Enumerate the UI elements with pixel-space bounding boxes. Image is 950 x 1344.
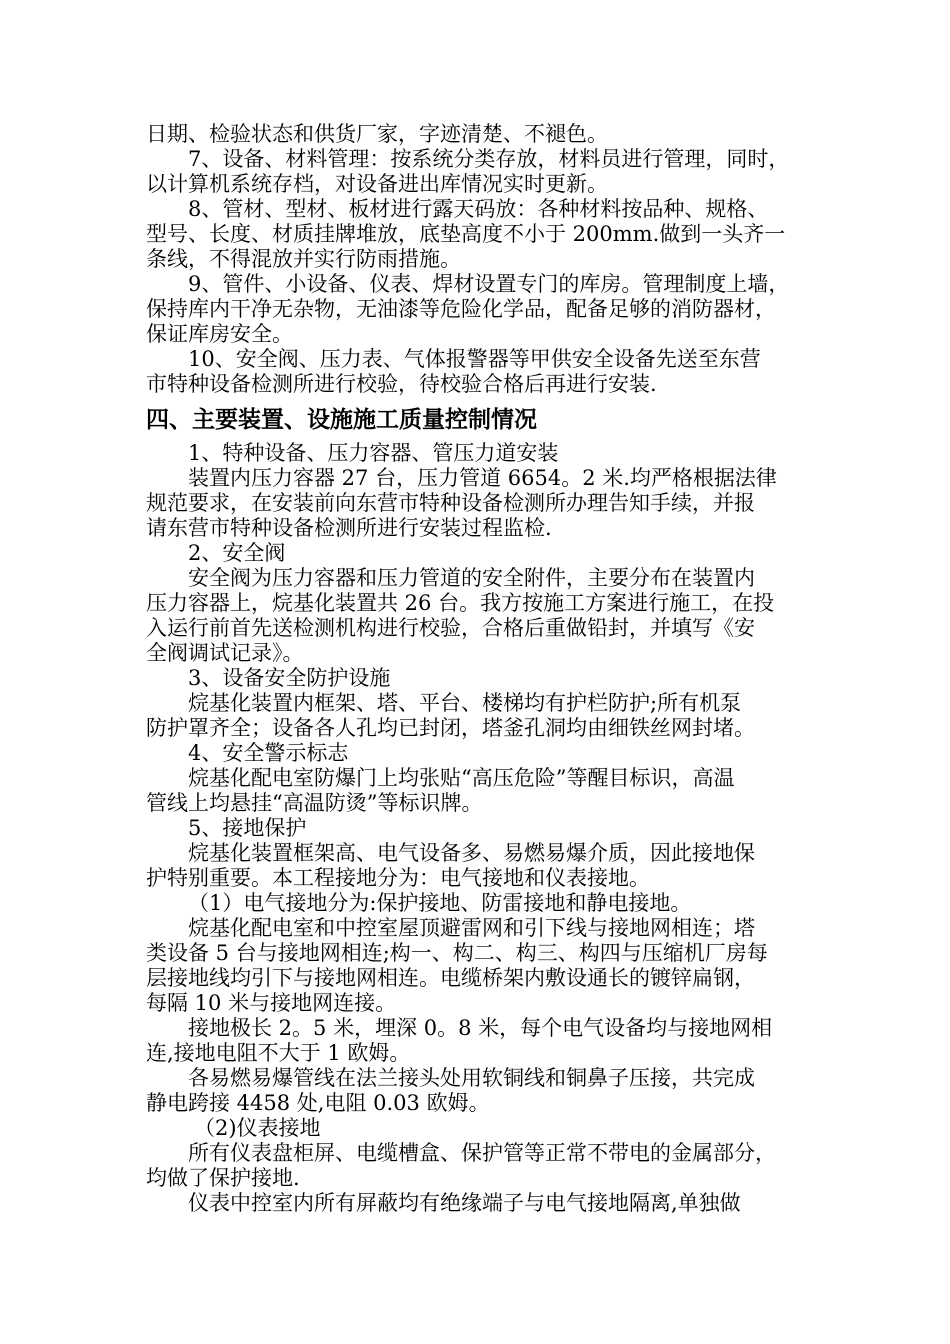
text-line: 烷基化装置内框架、塔、平台、楼梯均有护栏防护;所有机泵 — [188, 691, 742, 715]
text-line: 4、安全警示标志 — [188, 741, 349, 765]
text-line: 全阀调试记录》。 — [146, 641, 304, 665]
text-line: 护特别重要。本工程接地分为：电气接地和仪表接地。 — [146, 866, 650, 890]
text-line: 8、管材、型材、板材进行露天码放：各种材料按品种、规格、 — [188, 197, 769, 221]
text-line: （1）电气接地分为:保护接地、防雷接地和静电接地。 — [188, 891, 692, 915]
text-line: 烷基化配电室防爆门上均张贴“高压危险”等醒目标识，高温 — [188, 766, 735, 790]
text-line: 防护罩齐全；设备各人孔均已封闭，塔釜孔洞均由细铁丝网封堵。 — [146, 716, 755, 740]
text-line: 型号、长度、材质挂牌堆放，底垫高度不小于 200mm.做到一头齐一 — [146, 222, 786, 246]
text-line: 10、安全阀、压力表、气体报警器等甲供安全设备先送至东营 — [188, 347, 761, 371]
text-line: 7、设备、材料管理：按系统分类存放，材料员进行管理，同时， — [188, 147, 790, 171]
text-line: 类设备 5 台与接地网相连;构一、构二、构三、构四与压缩机厂房每 — [146, 941, 768, 965]
text-line: 仪表中控室内所有屏蔽均有绝缘端子与电气接地隔离,单独做 — [188, 1191, 741, 1215]
text-line: （2)仪表接地 — [194, 1116, 321, 1140]
text-line: 条线，不得混放并实行防雨措施。 — [146, 247, 461, 271]
text-line: 市特种设备检测所进行校验，待校验合格后再进行安装. — [146, 372, 657, 396]
text-line: 安全阀为压力容器和压力管道的安全附件，主要分布在装置内 — [188, 566, 755, 590]
text-line: 装置内压力容器 27 台，压力管道 6654。2 米.均严格根据法律 — [188, 466, 777, 490]
text-line: 9、管件、小设备、仪表、焊材设置专门的库房。管理制度上墙， — [188, 272, 790, 296]
text-line: 管线上均悬挂“高温防烫”等标识牌。 — [146, 791, 483, 815]
text-line: 每隔 10 米与接地网连接。 — [146, 991, 397, 1015]
text-line: 均做了保护接地. — [146, 1166, 300, 1190]
text-line: 1、特种设备、压力容器、管压力道安装 — [188, 441, 559, 465]
text-line: 保持库内干净无杂物，无油漆等危险化学品，配备足够的消防器材， — [146, 297, 776, 321]
text-line: 请东营市特种设备检测所进行安装过程监检. — [146, 516, 552, 540]
section-heading: 四、主要装置、设施施工质量控制情况 — [146, 407, 537, 433]
text-line: 层接地线均引下与接地网相连。电缆桥架内敷设通长的镀锌扁钢， — [146, 966, 755, 990]
text-line: 3、设备安全防护设施 — [188, 666, 391, 690]
text-line: 所有仪表盘柜屏、电缆槽盒、保护管等正常不带电的金属部分， — [188, 1141, 776, 1165]
text-line: 烷基化配电室和中控室屋顶避雷网和引下线与接地网相连；塔 — [188, 916, 755, 940]
text-line: 入运行前首先送检测机构进行校验，合格后重做铅封，并填写《安 — [146, 616, 755, 640]
text-line: 连,接地电阻不大于 1 欧姆。 — [146, 1041, 411, 1065]
text-line: 各易燃易爆管线在法兰接头处用软铜线和铜鼻子压接，共完成 — [188, 1066, 755, 1090]
text-line: 保证库房安全。 — [146, 322, 293, 346]
text-line: 压力容器上，烷基化装置共 26 台。我方按施工方案进行施工，在投 — [146, 591, 775, 615]
document-body — [146, 122, 822, 1216]
text-line: 规范要求，在安装前向东营市特种设备检测所办理告知手续，并报 — [146, 491, 755, 515]
text-line: 以计算机系统存档，对设备进出库情况实时更新。 — [146, 172, 608, 196]
text-line: 接地极长 2。5 米，埋深 0。8 米，每个电气设备均与接地网相 — [188, 1016, 773, 1040]
text-line: 静电跨接 4458 处,电阻 0.03 欧姆。 — [146, 1091, 490, 1115]
text-line: 日期、检验状态和供货厂家，字迹清楚、不褪色。 — [146, 122, 608, 146]
text-line: 2、安全阀 — [188, 541, 286, 565]
text-line: 5、接地保护 — [188, 816, 307, 840]
text-line: 烷基化装置框架高、电气设备多、易燃易爆介质，因此接地保 — [188, 841, 755, 865]
